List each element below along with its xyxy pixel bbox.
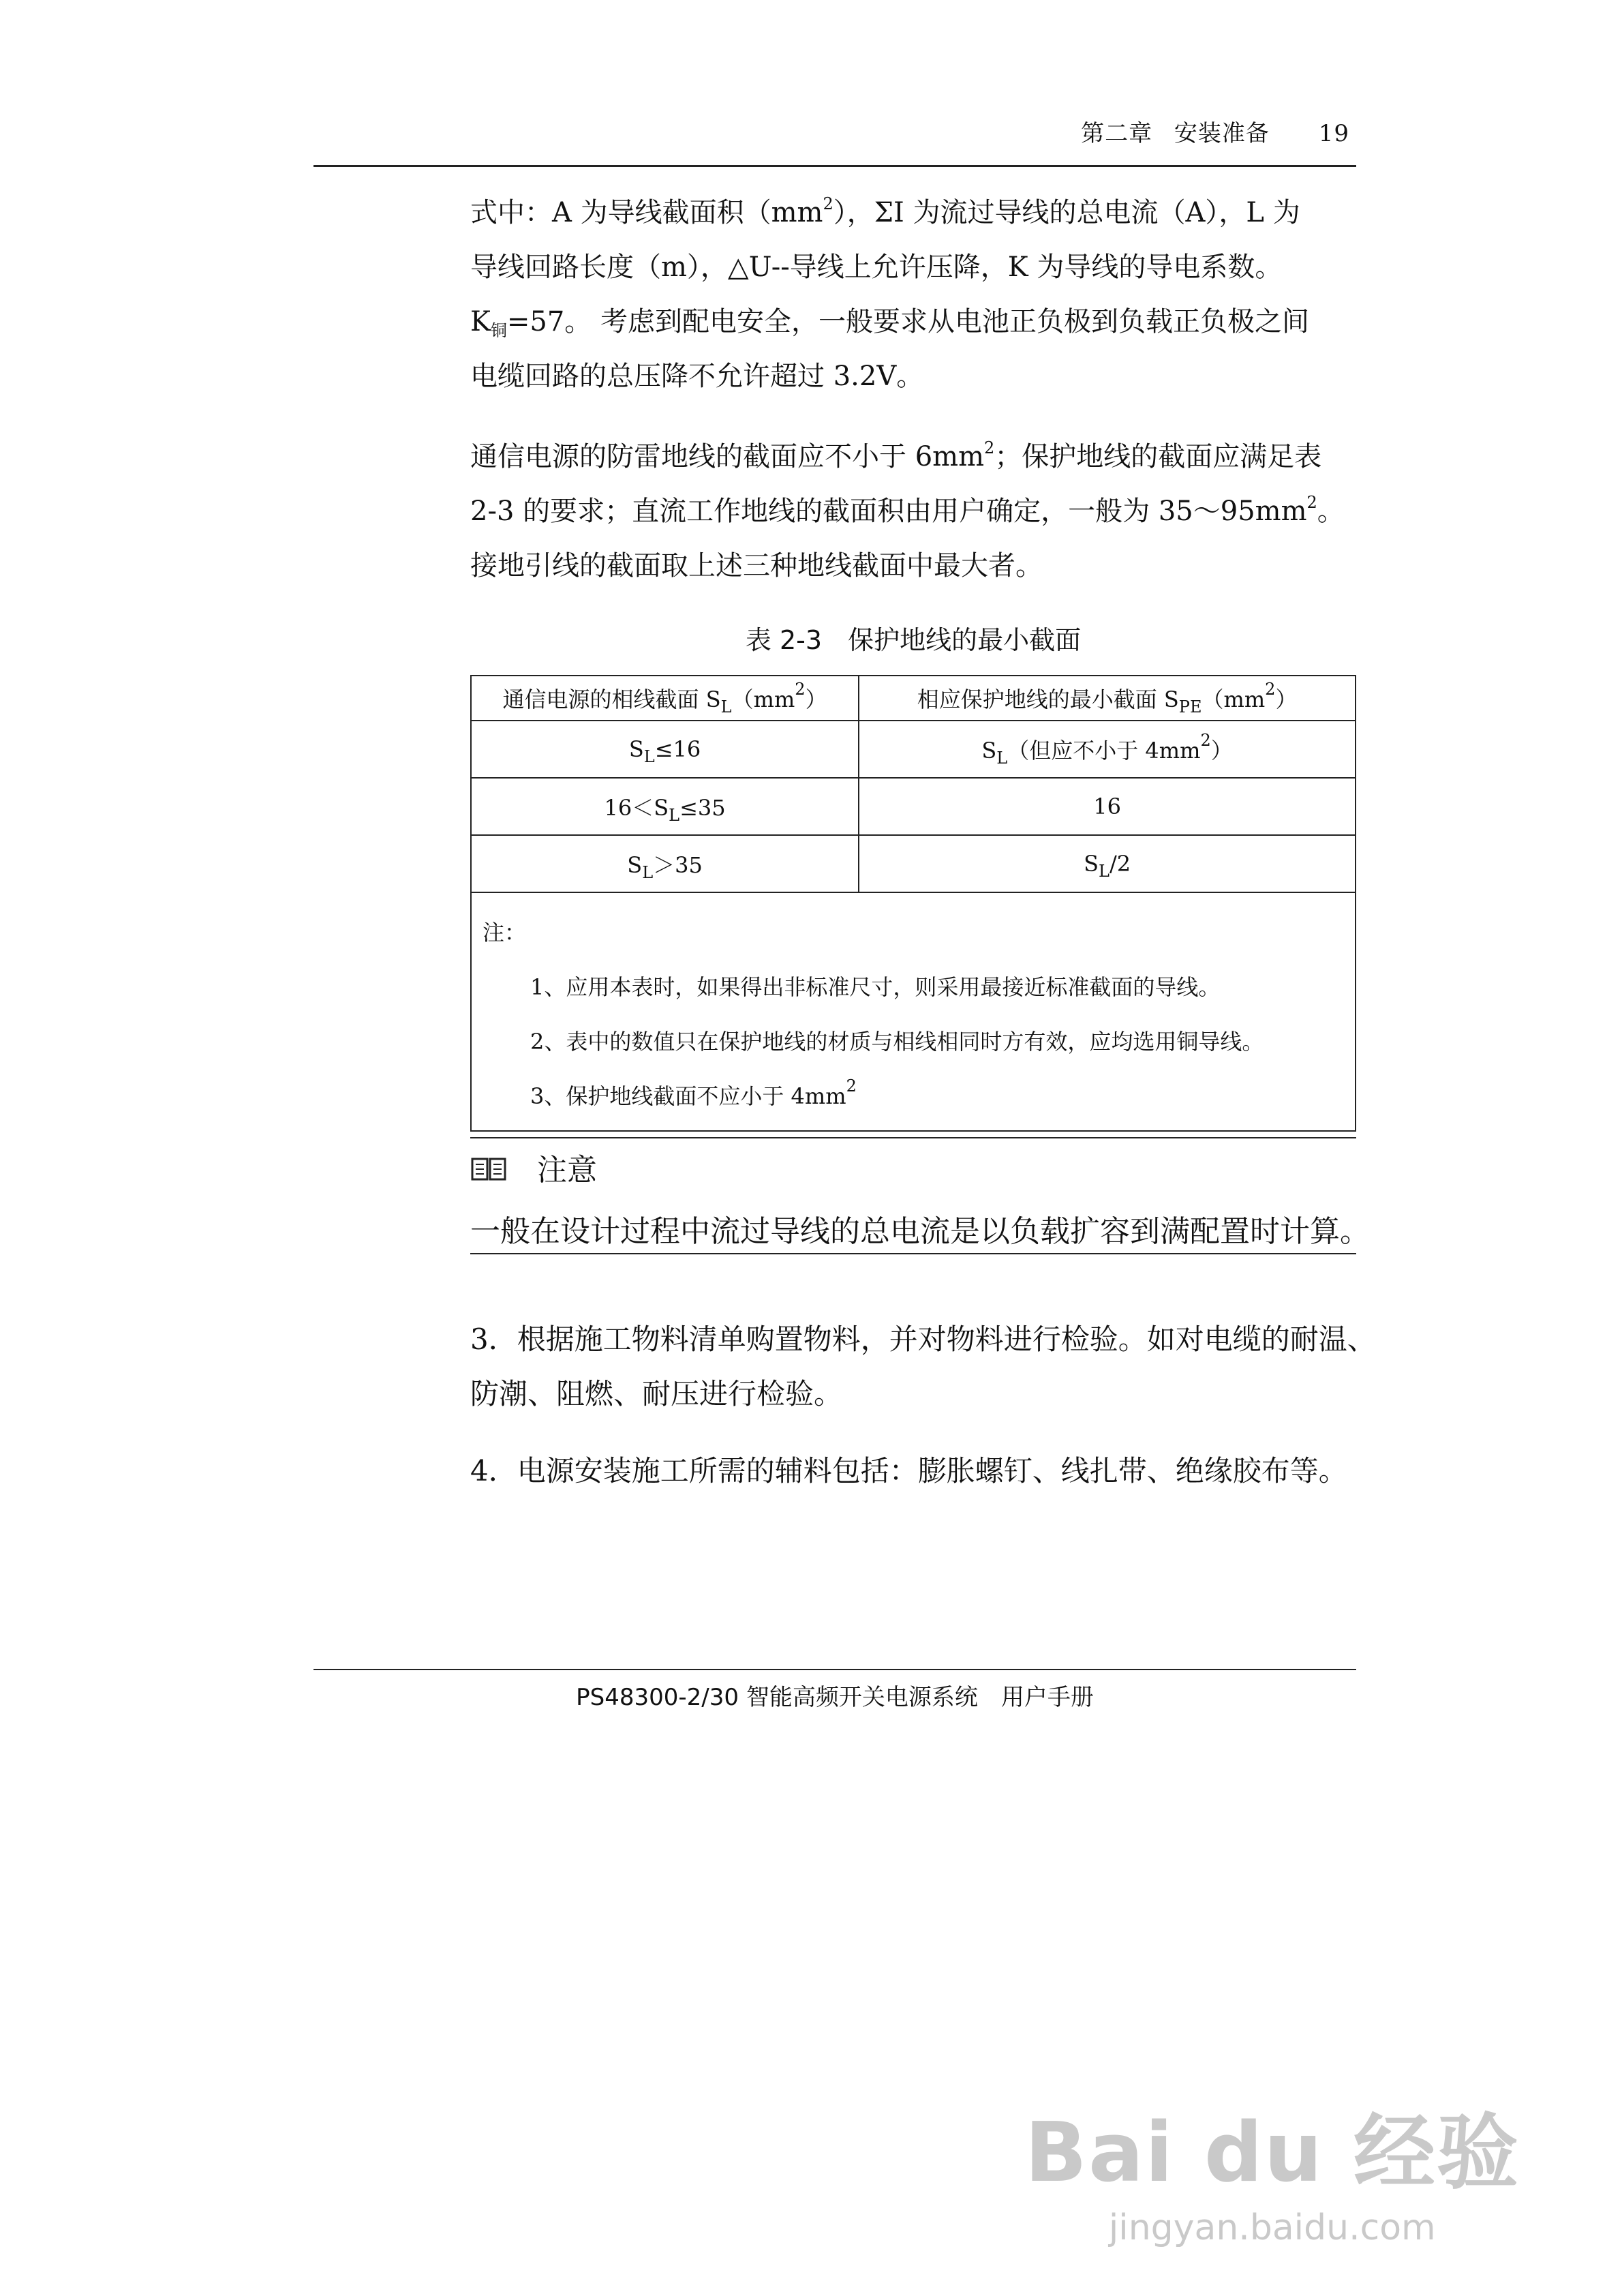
steps-list (470, 1312, 1376, 1421)
page-number: 19 (1318, 120, 1349, 147)
para1-line1: 式中：A 为导线截面积$(mm^2)$，ΣI 为流过导线的总电流（A），L 为 (470, 194, 1300, 228)
note-item-3: 3、保护地线截面不应小于 $4mm^2$ (530, 1076, 857, 1109)
table-row (471, 778, 1356, 835)
table-cell: $S_L$（但应不小于 $4mm^2$） (859, 721, 1356, 778)
notice-heading (470, 1145, 597, 1190)
protective-ground-table (470, 675, 1356, 1132)
table-cell: $S_L/2$ (859, 835, 1356, 892)
ground-wire-paragraph (470, 429, 1356, 593)
para1-line4: 电缆回路的总压降不允许超过 3.2V。 (470, 361, 924, 392)
table-cell: 16 (859, 778, 1356, 835)
step-3-line1: 3．根据施工物料清单购置物料，并对物料进行检验。如对电缆的耐温、 (470, 1323, 1376, 1356)
para1-line2: 导线回路长度（m），△U--导线上允许压降，K 为导线的导电系数。 (470, 252, 1283, 283)
notice-bottom-rule (470, 1253, 1356, 1254)
table-notes (471, 892, 1356, 1131)
footer-text: PS48300-2/30 智能高频开关电源系统 用户手册 (576, 1684, 1094, 1711)
table-cell: $S_L>35$ (471, 835, 859, 892)
header-rule (313, 165, 1356, 167)
notice-body: 一般在设计过程中流过导线的总电流是以负载扩容到满配置时计算。 (470, 1214, 1370, 1249)
watermark-url: jingyan.baidu.com (1108, 2207, 1436, 2248)
step-3-line2: 防潮、阻燃、耐压进行检验。 (470, 1377, 843, 1410)
book-icon (470, 1155, 507, 1190)
table-caption: 表 2-3 保护地线的最小截面 (745, 625, 1082, 655)
section-label: 安装准备 (1174, 120, 1270, 147)
notice-title: 注意 (537, 1153, 597, 1188)
para2-line1: 通信电源的防雷地线的截面应不小于 $6mm^2$；保护地线的截面应满足表 (470, 438, 1322, 472)
table-notes-row (471, 892, 1356, 1131)
step-4 (470, 1444, 1356, 1498)
table-row (471, 835, 1356, 892)
baidu-jingyan-watermark (1025, 2087, 1520, 2248)
note-item-2: 2、表中的数值只在保护地线的材质与相线相同时方有效，应均选用铜导线。 (530, 1029, 1264, 1055)
note-label: 注： (483, 920, 527, 946)
running-header (1081, 115, 1349, 148)
table-cell: $16<S_L\le 35$ (471, 778, 859, 835)
table-header-row (471, 676, 1356, 721)
watermark-brand: Bai du 经验 (1024, 2106, 1520, 2201)
formula-explanation-paragraph (470, 185, 1356, 404)
table-row (471, 721, 1356, 778)
para2-line3: 接地引线的截面取上述三种地线截面中最大者。 (470, 550, 1043, 581)
header-pe-section: 相应保护地线的最小截面 $S_{PE}(mm^2)$ (859, 676, 1356, 721)
table-cell: $S_L\le 16$ (471, 721, 859, 778)
para2-line2: 2-3 的要求；直流工作地线的截面积由用户确定，一般为 $35\sim 95mm^2$。 (470, 493, 1345, 527)
para1-line3: $K_铜=57$。 考虑到配电安全，一般要求从电池正负极到负载正负极之间 (470, 306, 1310, 340)
chapter-label: 第二章 (1081, 120, 1153, 147)
note-item-1: 1、应用本表时，如果得出非标准尺寸，则采用最接近标准截面的导线。 (530, 974, 1221, 1000)
footer-rule (313, 1669, 1356, 1670)
notice-top-rule (470, 1137, 1356, 1138)
header-phase-section: 通信电源的相线截面 $S_L(mm^2)$ (471, 676, 859, 721)
step-4-line: 4．电源安装施工所需的辅料包括：膨胀螺钉、线扎带、绝缘胶布等。 (470, 1454, 1347, 1487)
